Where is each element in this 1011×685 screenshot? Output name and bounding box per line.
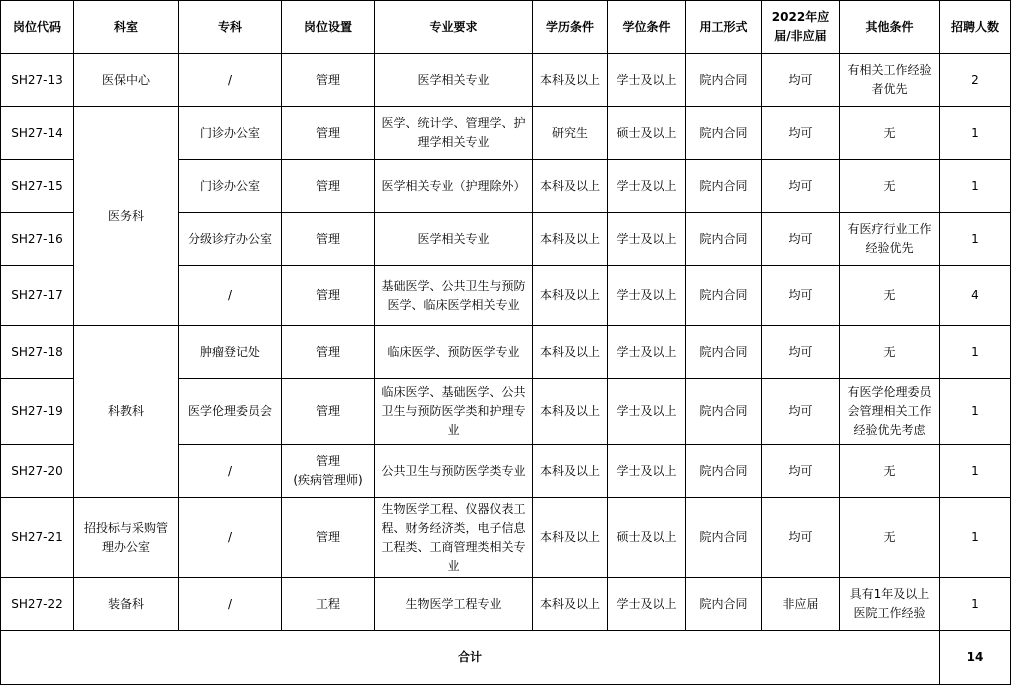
cell-position: 管理 [282, 326, 375, 379]
cell-graduate: 均可 [762, 445, 840, 498]
cell-education: 本科及以上 [533, 54, 608, 107]
cell-employment: 院内合同 [686, 107, 762, 160]
table-row [1, 326, 1011, 379]
cell-dept: 科教科 [74, 326, 179, 498]
cell-major: 生物医学工程专业 [375, 578, 533, 631]
cell-major: 医学、统计学、管理学、护理学相关专业 [375, 107, 533, 160]
cell-major: 临床医学、基础医学、公共卫生与预防医学类和护理专业 [375, 379, 533, 445]
cell-education: 本科及以上 [533, 498, 608, 578]
cell-count: 1 [940, 498, 1011, 578]
cell-degree: 硕士及以上 [608, 498, 686, 578]
cell-count: 1 [940, 445, 1011, 498]
cell-dept: 招投标与采购管理办公室 [74, 498, 179, 578]
cell-code: SH27-14 [1, 107, 74, 160]
cell-count: 1 [940, 326, 1011, 379]
total-label: 合计 [1, 631, 940, 685]
cell-specialty: / [179, 578, 282, 631]
cell-dept: 医保中心 [74, 54, 179, 107]
header-row [1, 1, 1011, 54]
header-major: 专业要求 [375, 1, 533, 54]
header-count: 招聘人数 [940, 1, 1011, 54]
cell-major: 生物医学工程、仪器仪表工程、财务经济类，电子信息工程类、工商管理类相关专业 [375, 498, 533, 578]
cell-code: SH27-13 [1, 54, 74, 107]
cell-count: 4 [940, 266, 1011, 326]
cell-employment: 院内合同 [686, 213, 762, 266]
cell-education: 本科及以上 [533, 445, 608, 498]
header-dept: 科室 [74, 1, 179, 54]
cell-code: SH27-21 [1, 498, 74, 578]
cell-count: 2 [940, 54, 1011, 107]
cell-education: 本科及以上 [533, 578, 608, 631]
header-education: 学历条件 [533, 1, 608, 54]
table-row [1, 107, 1011, 160]
cell-major: 临床医学、预防医学专业 [375, 326, 533, 379]
cell-degree: 学士及以上 [608, 326, 686, 379]
cell-major: 基础医学、公共卫生与预防医学、临床医学相关专业 [375, 266, 533, 326]
cell-code: SH27-20 [1, 445, 74, 498]
cell-other: 有医疗行业工作经验优先 [840, 213, 940, 266]
cell-employment: 院内合同 [686, 498, 762, 578]
position-sub-label: (疾病管理师) [293, 473, 363, 487]
cell-other: 无 [840, 266, 940, 326]
cell-code: SH27-16 [1, 213, 74, 266]
header-graduate: 2022年应届/非应届 [762, 1, 840, 54]
cell-specialty: / [179, 54, 282, 107]
header-other: 其他条件 [840, 1, 940, 54]
header-employment: 用工形式 [686, 1, 762, 54]
cell-degree: 学士及以上 [608, 379, 686, 445]
cell-graduate: 均可 [762, 107, 840, 160]
total-row [1, 631, 1011, 685]
cell-specialty: 分级诊疗办公室 [179, 213, 282, 266]
position-label: 管理 [315, 454, 340, 468]
cell-major: 公共卫生与预防医学类专业 [375, 445, 533, 498]
table-row [1, 498, 1011, 578]
cell-specialty: 肿瘤登记处 [179, 326, 282, 379]
cell-count: 1 [940, 160, 1011, 213]
cell-position: 管理 [282, 379, 375, 445]
cell-position: 管理 [282, 54, 375, 107]
cell-graduate: 均可 [762, 379, 840, 445]
header-specialty: 专科 [179, 1, 282, 54]
cell-degree: 学士及以上 [608, 578, 686, 631]
cell-count: 1 [940, 213, 1011, 266]
cell-other: 有相关工作经验者优先 [840, 54, 940, 107]
cell-employment: 院内合同 [686, 578, 762, 631]
cell-count: 1 [940, 578, 1011, 631]
cell-position: 工程 [282, 578, 375, 631]
cell-other: 无 [840, 326, 940, 379]
cell-specialty: / [179, 266, 282, 326]
cell-education: 本科及以上 [533, 213, 608, 266]
cell-education: 本科及以上 [533, 266, 608, 326]
cell-degree: 学士及以上 [608, 213, 686, 266]
cell-other: 无 [840, 445, 940, 498]
cell-major: 医学相关专业 [375, 54, 533, 107]
cell-education: 本科及以上 [533, 160, 608, 213]
table-row [1, 54, 1011, 107]
cell-code: SH27-17 [1, 266, 74, 326]
header-position: 岗位设置 [282, 1, 375, 54]
cell-code: SH27-18 [1, 326, 74, 379]
cell-code: SH27-15 [1, 160, 74, 213]
cell-education: 本科及以上 [533, 379, 608, 445]
table-row [1, 578, 1011, 631]
cell-graduate: 均可 [762, 54, 840, 107]
header-code: 岗位代码 [1, 1, 74, 54]
cell-graduate: 均可 [762, 160, 840, 213]
cell-employment: 院内合同 [686, 379, 762, 445]
cell-other: 具有1年及以上医院工作经验 [840, 578, 940, 631]
cell-other: 有医学伦理委员会管理相关工作经验优先考虑 [840, 379, 940, 445]
cell-graduate: 均可 [762, 498, 840, 578]
cell-degree: 学士及以上 [608, 54, 686, 107]
cell-other: 无 [840, 160, 940, 213]
cell-degree: 学士及以上 [608, 160, 686, 213]
cell-dept: 装备科 [74, 578, 179, 631]
cell-employment: 院内合同 [686, 266, 762, 326]
cell-major: 医学相关专业（护理除外） [375, 160, 533, 213]
cell-code: SH27-19 [1, 379, 74, 445]
cell-degree: 学士及以上 [608, 445, 686, 498]
cell-specialty: / [179, 498, 282, 578]
cell-count: 1 [940, 107, 1011, 160]
cell-graduate: 均可 [762, 266, 840, 326]
cell-position: 管理 [282, 160, 375, 213]
cell-graduate: 均可 [762, 326, 840, 379]
cell-employment: 院内合同 [686, 445, 762, 498]
cell-graduate: 非应届 [762, 578, 840, 631]
cell-position [282, 445, 375, 498]
cell-employment: 院内合同 [686, 160, 762, 213]
cell-position: 管理 [282, 213, 375, 266]
cell-specialty: 医学伦理委员会 [179, 379, 282, 445]
header-degree: 学位条件 [608, 1, 686, 54]
cell-education: 研究生 [533, 107, 608, 160]
cell-employment: 院内合同 [686, 54, 762, 107]
cell-education: 本科及以上 [533, 326, 608, 379]
cell-specialty: / [179, 445, 282, 498]
cell-major: 医学相关专业 [375, 213, 533, 266]
cell-other: 无 [840, 498, 940, 578]
cell-dept: 医务科 [74, 107, 179, 326]
cell-specialty: 门诊办公室 [179, 160, 282, 213]
cell-code: SH27-22 [1, 578, 74, 631]
cell-degree: 学士及以上 [608, 266, 686, 326]
cell-graduate: 均可 [762, 213, 840, 266]
total-count: 14 [940, 631, 1011, 685]
cell-position: 管理 [282, 266, 375, 326]
cell-specialty: 门诊办公室 [179, 107, 282, 160]
cell-position: 管理 [282, 107, 375, 160]
cell-other: 无 [840, 107, 940, 160]
cell-degree: 硕士及以上 [608, 107, 686, 160]
cell-employment: 院内合同 [686, 326, 762, 379]
cell-count: 1 [940, 379, 1011, 445]
cell-position: 管理 [282, 498, 375, 578]
